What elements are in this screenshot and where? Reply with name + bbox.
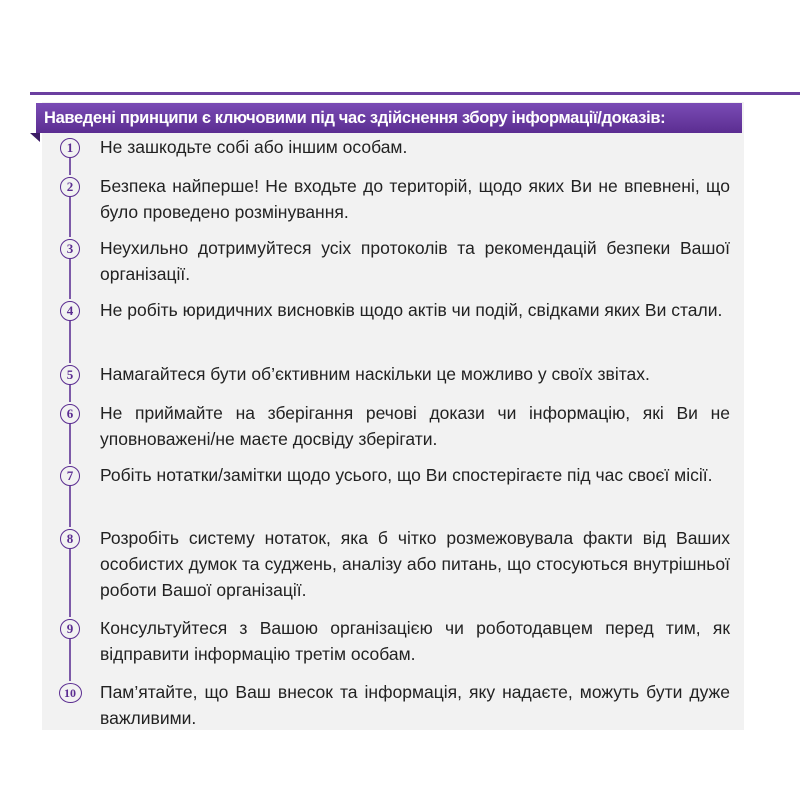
list-item-8: Розробіть систему нотаток, яка б чітко розмежовувала факти від Ваших особистих думок та суджень, аналізу або питань, що стосуються внутрішньої роботи Вашої організації. (100, 528, 730, 600)
item-number-6: 6 (58, 402, 82, 424)
list-item-9: Консультуйтеся з Вашою організацією чи роботодавцем перед тим, як відправити інформацію третім особам. (100, 618, 730, 664)
item-number-4: 4 (58, 299, 82, 321)
top-divider-line (30, 92, 800, 95)
list-item-4: Не робіть юридичних висновків щодо актів чи подій, свідками яких Ви стали. (100, 300, 723, 320)
list-item-1: Не зашкодьте собі або іншим особам. (100, 137, 408, 157)
item-number-3: 3 (58, 237, 82, 259)
item-number-7: 7 (58, 464, 82, 486)
list-item-5: Намагайтеся бути об’єктивним наскільки це можливо у своїх звітах. (100, 364, 650, 384)
item-number-10: 10 (58, 681, 82, 703)
item-number-8: 8 (58, 527, 82, 549)
list-item-10: Пам’ятайте, що Ваш внесок та інформація, яку надаєте, можуть бути дуже важливими. (100, 682, 730, 728)
item-number-2: 2 (58, 175, 82, 197)
header-fold-decoration (30, 133, 40, 142)
list-item-7: Робіть нотатки/замітки щодо усього, що Ви спостерігаєте під час своєї місії. (100, 465, 713, 485)
header-title: Наведені принципи є ключовими під час здійснення збору інформації/доказів: (44, 109, 666, 127)
item-number-5: 5 (58, 363, 82, 385)
list-item-6: Не приймайте на зберігання речові докази чи інформацію, які Ви не уповноважені/не маєте досвіду зберігати. (100, 403, 730, 449)
item-number-1: 1 (58, 136, 82, 158)
item-number-9: 9 (58, 617, 82, 639)
list-item-3: Неухильно дотримуйтеся усіх протоколів та рекомендацій безпеки Вашої організації. (100, 238, 730, 284)
list-item-2: Безпека найперше! Не входьте до територій, щодо яких Ви не впевнені, що було проведено розмінування. (100, 176, 730, 222)
